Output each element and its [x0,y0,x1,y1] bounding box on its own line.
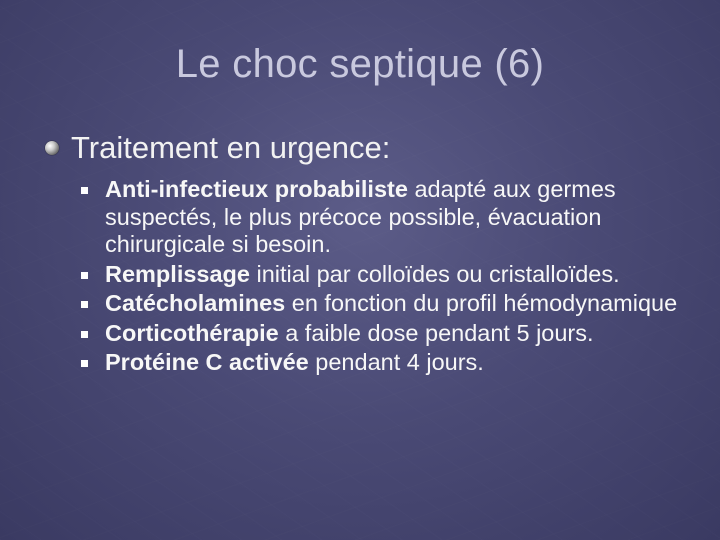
item-text: en fonction du profil hémodynamique [285,290,678,316]
item-text: pendant 4 jours. [308,349,484,375]
square-bullet-icon [81,301,88,308]
list-item [81,320,705,348]
sphere-bullet-icon [45,141,59,155]
square-bullet-icon [81,187,88,194]
item-text: adapté aux germes suspectés, le plus précoce possible, évacuation chirurgicale si besoin. [105,176,616,257]
item-bold-text: Remplissage [105,260,250,287]
slide-body [45,130,705,379]
item-bold-text: Catécholamines [105,290,286,316]
main-bullet-text: Traitement en urgence: [71,130,391,165]
main-bullet [45,130,705,166]
item-bold-text: Anti-infectieux probabiliste [105,176,408,202]
square-bullet-icon [81,360,88,367]
item-text: initial par colloïdes ou cristalloïdes. [249,260,620,287]
item-text: a faible dose pendant 5 jours. [278,319,594,346]
item-bold-text: Protéine C activée [105,349,309,375]
square-bullet-icon [81,331,88,338]
item-bold-text: Corticothérapie [105,319,279,346]
list-item [81,176,705,259]
sub-bullet-list [45,176,705,377]
list-item [81,290,705,318]
square-bullet-icon [81,272,88,279]
list-item [81,349,705,377]
slide-title: Le choc septique (6) [175,42,545,86]
list-item [81,261,705,289]
